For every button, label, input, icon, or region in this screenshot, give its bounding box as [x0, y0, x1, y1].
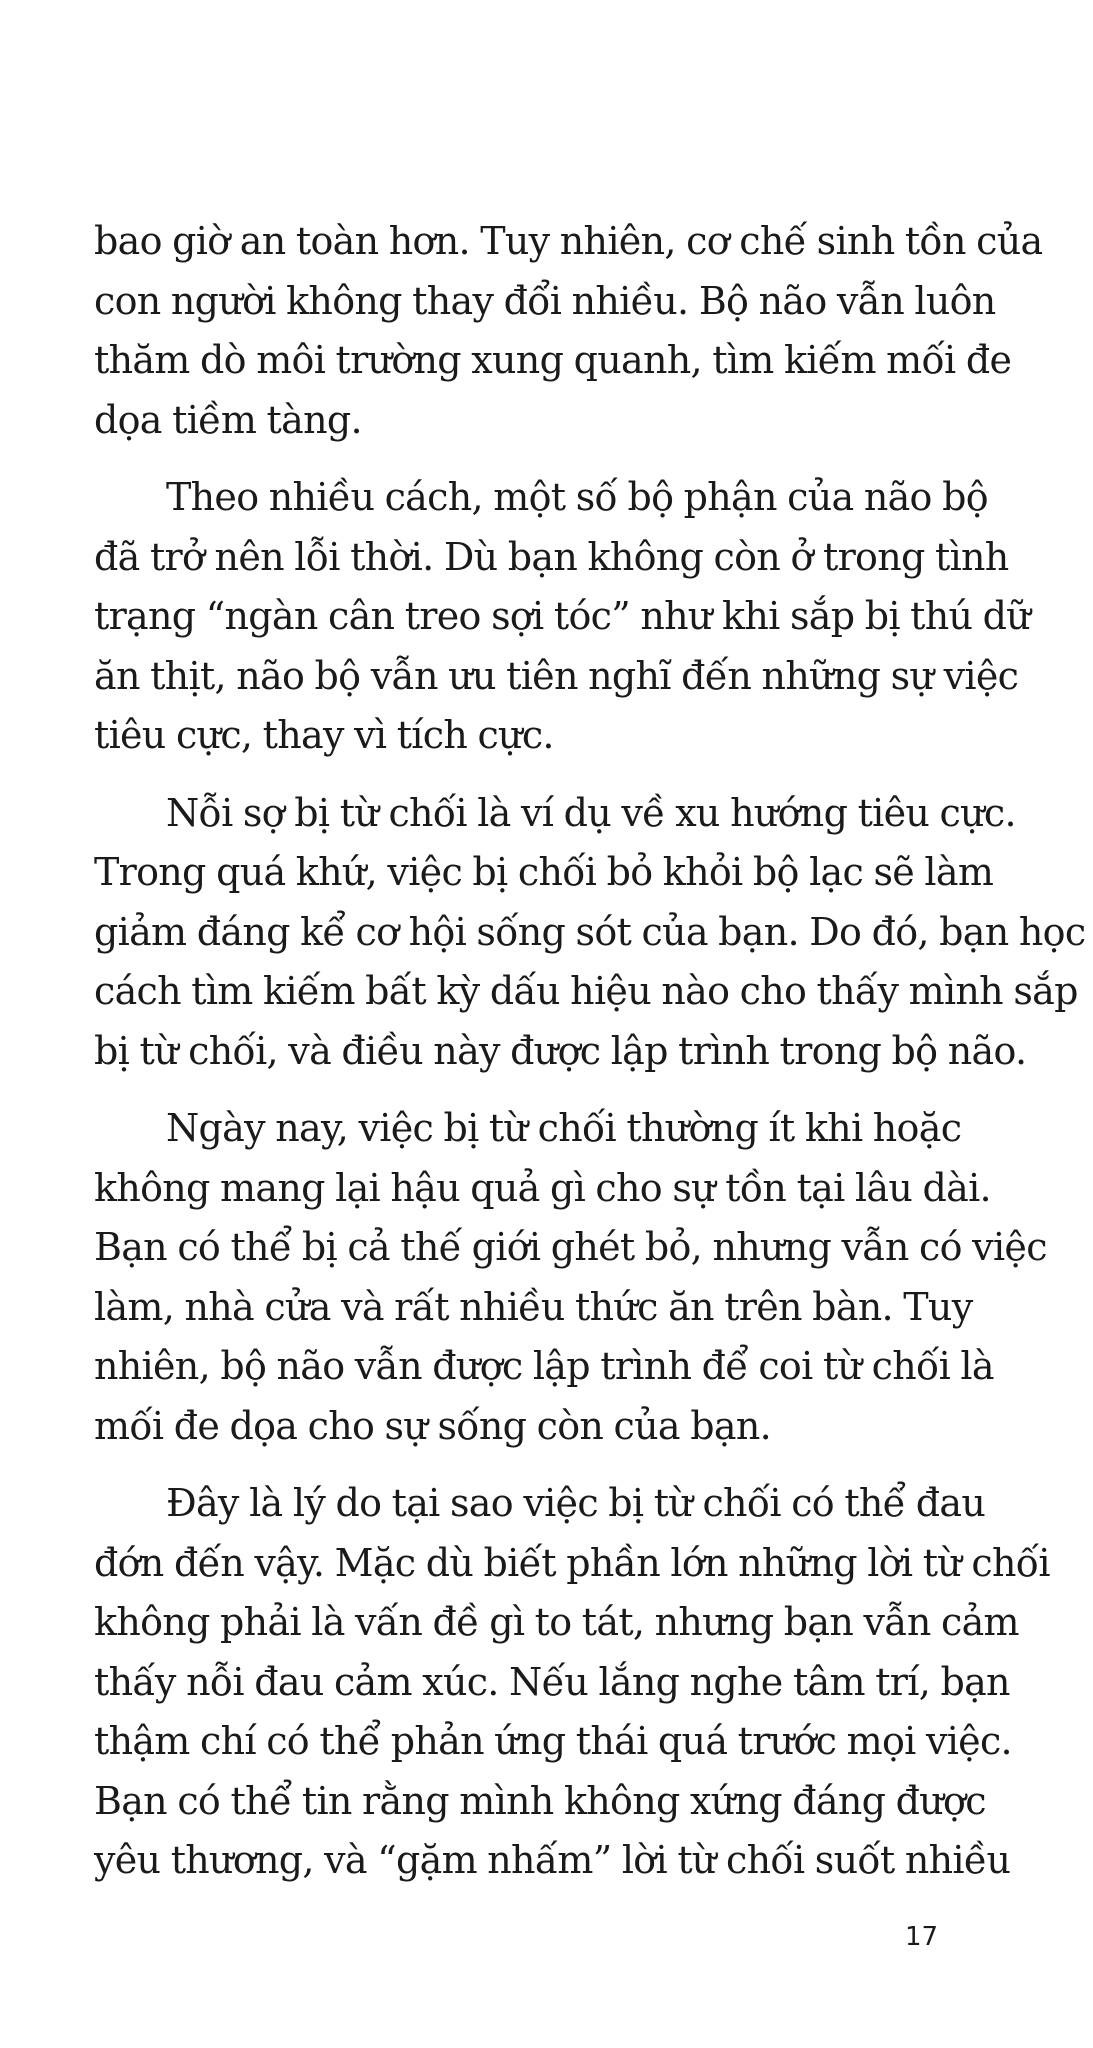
text-line: Trong quá khứ, việc bị chối bỏ khỏi bộ lạc sẽ làm	[94, 850, 994, 894]
text-line: tiêu cực, thay vì tích cực.	[94, 713, 554, 757]
paragraph-1	[94, 212, 1043, 450]
text-line: cách tìm kiếm bất kỳ dấu hiệu nào cho thấy mình sắp	[94, 969, 1078, 1013]
text-line: dọa tiềm tàng.	[94, 397, 362, 442]
text-line: không mang lại hậu quả gì cho sự tồn tại lâu dài.	[94, 1165, 991, 1210]
paragraph-2	[94, 468, 1031, 766]
text-line: Đây là lý do tại sao việc bị từ chối có thể đau	[166, 1481, 986, 1525]
text-line: yêu thương, và “gặm nhấm” lời từ chối suốt nhiều	[94, 1838, 1011, 1882]
text-line: thậm chí có thể phản ứng thái quá trước mọi việc.	[94, 1719, 1012, 1763]
text-line: con người không thay đổi nhiều. Bộ não vẫn luôn	[94, 278, 996, 323]
text-line: đớn đến vậy. Mặc dù biết phần lớn những lời từ chối	[94, 1540, 1050, 1585]
text-line: không phải là vấn đề gì to tát, nhưng bạn vẫn cảm	[94, 1600, 1019, 1644]
paragraph-3	[94, 784, 1086, 1082]
text-line: Bạn có thể tin rằng mình không xứng đáng được	[94, 1778, 986, 1823]
text-line: Nỗi sợ bị từ chối là ví dụ về xu hướng tiêu cực.	[166, 790, 1016, 835]
text-line: đã trở nên lỗi thời. Dù bạn không còn ở trong tình	[94, 534, 1009, 579]
text-line: bao giờ an toàn hơn. Tuy nhiên, cơ chế sinh tồn của	[94, 219, 1043, 263]
text-line: ăn thịt, não bộ vẫn ưu tiên nghĩ đến những sự việc	[94, 653, 1019, 698]
text-line: Theo nhiều cách, một số bộ phận của não bộ	[166, 475, 988, 519]
text-line: trạng “ngàn cân treo sợi tóc” như khi sắp bị thú dữ	[94, 594, 1031, 638]
text-line: mối đe dọa cho sự sống còn của bạn.	[94, 1403, 771, 1448]
text-line: nhiên, bộ não vẫn được lập trình để coi từ chối là	[94, 1344, 994, 1388]
paragraph-5	[94, 1474, 1050, 1891]
text-line: giảm đáng kể cơ hội sống sót của bạn. Do đó, bạn học	[94, 909, 1086, 954]
book-page-body	[94, 212, 1086, 1909]
paragraph-4	[94, 1099, 1047, 1456]
text-line: thăm dò môi trường xung quanh, tìm kiếm mối đe	[94, 338, 1012, 382]
text-line: Bạn có thể bị cả thế giới ghét bỏ, nhưng vẫn có việc	[94, 1225, 1047, 1269]
text-line: Ngày nay, việc bị từ chối thường ít khi hoặc	[166, 1106, 962, 1150]
text-line: thấy nỗi đau cảm xúc. Nếu lắng nghe tâm trí, bạn	[94, 1659, 1010, 1704]
page-number: 17	[905, 1922, 939, 1952]
text-line: làm, nhà cửa và rất nhiều thức ăn trên bàn. Tuy	[94, 1284, 973, 1329]
text-line: bị từ chối, và điều này được lập trình trong bộ não.	[94, 1028, 1027, 1073]
